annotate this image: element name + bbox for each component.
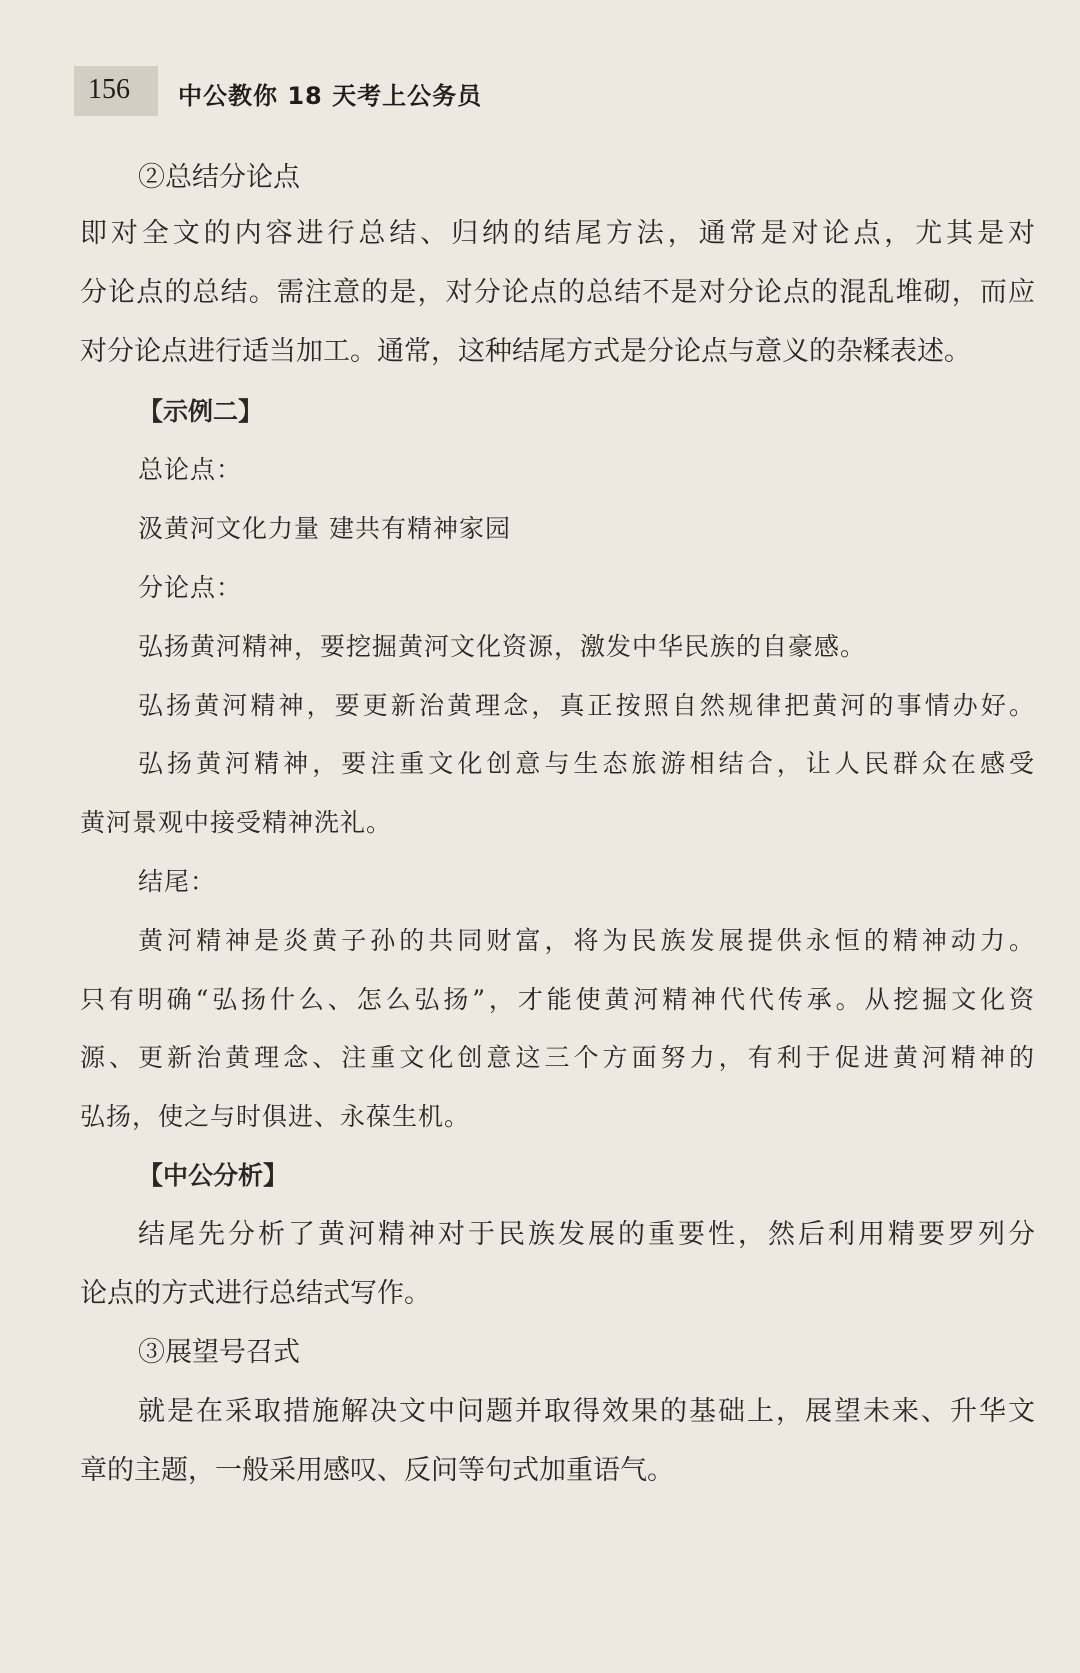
ending-line: 只有明确“弘扬什么、怎么弘扬”，才能使黄河精神代代传承。从挖掘文化资 <box>80 985 1035 1014</box>
paragraph-line: 章的主题，一般采用感叹、反问等句式加重语气。 <box>80 1455 674 1486</box>
paragraph-line: 分论点的总结。需注意的是，对分论点的总结不是对分论点的混乱堆砌，而应 <box>80 277 1035 308</box>
page-header <box>74 66 974 116</box>
paragraph-line: 就是在采取措施解决文中问题并取得效果的基础上，展望未来、升华文 <box>138 1396 1035 1427</box>
section2-heading: ②总结分论点 <box>138 162 300 193</box>
page-number-box <box>74 66 158 116</box>
sub-point-2: 弘扬黄河精神，要更新治黄理念，真正按照自然规律把黄河的事情办好。 <box>138 691 1035 720</box>
example-label: 【示例二】 <box>138 397 264 426</box>
ending-label: 结尾： <box>138 867 217 896</box>
ending-line: 弘扬，使之与时俱进、永葆生机。 <box>80 1102 471 1131</box>
sub-point-1: 弘扬黄河精神，要挖掘黄河文化资源，激发中华民族的自豪感。 <box>138 632 867 661</box>
page-number: 156 <box>88 74 130 105</box>
ending-line: 黄河精神是炎黄子孙的共同财富，将为民族发展提供永恒的精神动力。 <box>138 926 1035 955</box>
paragraph-line: 对分论点进行适当加工。通常，这种结尾方式是分论点与意义的杂糅表述。 <box>80 336 971 367</box>
ending-line: 源、更新治黄理念、注重文化创意这三个方面努力，有利于促进黄河精神的 <box>80 1043 1035 1072</box>
total-point: 汲黄河文化力量 建共有精神家园 <box>138 514 511 543</box>
analysis-line: 论点的方式进行总结式写作。 <box>80 1278 431 1309</box>
analysis-line: 结尾先分析了黄河精神对于民族发展的重要性，然后利用精要罗列分 <box>138 1219 1035 1250</box>
analysis-label: 【中公分析】 <box>138 1161 289 1190</box>
sub-point-3-continued: 黄河景观中接受精神洗礼。 <box>80 808 393 837</box>
total-point-label: 总论点： <box>138 455 243 484</box>
book-title: 中公教你 18 天考上公务员 <box>178 82 483 110</box>
section3-heading: ③展望号召式 <box>138 1337 300 1368</box>
sub-points-label: 分论点： <box>138 573 243 602</box>
sub-point-3: 弘扬黄河精神，要注重文化创意与生态旅游相结合，让人民群众在感受 <box>138 749 1035 778</box>
paragraph-line: 即对全文的内容进行总结、归纳的结尾方法，通常是对论点，尤其是对 <box>80 218 1035 249</box>
